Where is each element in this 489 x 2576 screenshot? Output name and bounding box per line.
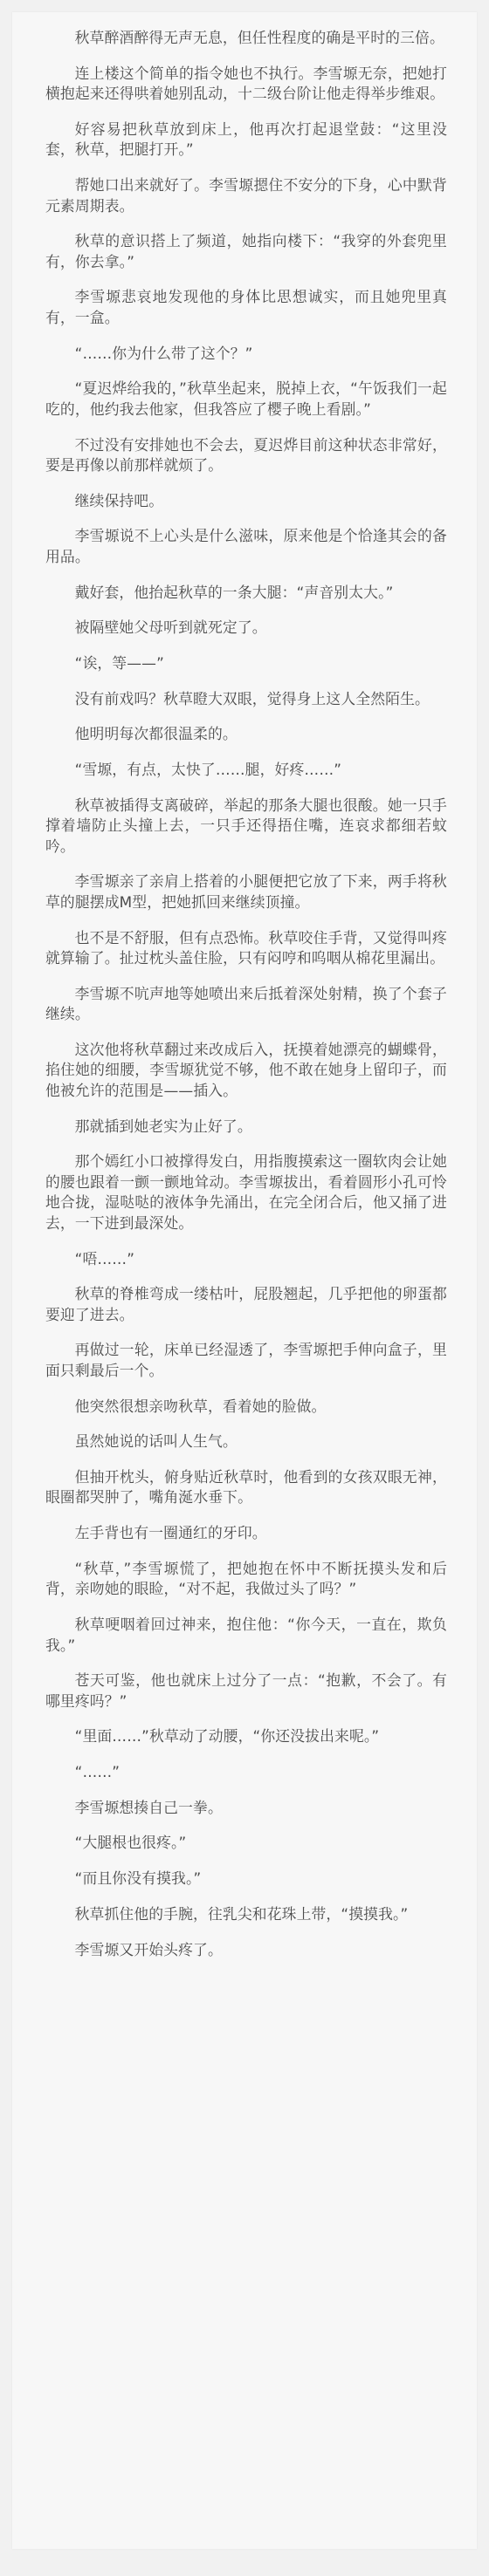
paragraph: 李雪塬悲哀地发现他的身体比思想诚实，而且她兜里真有，一盒。 <box>45 288 447 326</box>
paragraph: 那个嫣红小口被撑得发白，用指腹摸索这一圈软肉会让她的腰也跟着一颤一颤地耸动。李雪塬拔出，看着圆形小孔可怜地合拢，湿哒哒的液体争先涌出，在完全闭合后，他又捅了进去，一下进到最深处。 <box>45 1152 447 1232</box>
paragraph: 秋草哽咽着回过神来，抱住他：“你今天，一直在，欺负我。” <box>45 1616 447 1654</box>
paragraph: 戴好套，他抬起秋草的一条大腿：“声音别太大。” <box>74 583 394 601</box>
article-page <box>12 12 477 2549</box>
paragraph: 继续保持吧。 <box>74 491 164 509</box>
paragraph: 苍天可鉴，他也就床上过分了一点：“抱歉，不会了。有哪里疼吗？” <box>45 1671 447 1710</box>
paragraph: 秋草的脊椎弯成一缕枯叶，屁股翘起，几乎把他的卵蛋都要迎了进去。 <box>45 1285 447 1323</box>
paragraph: “诶，等——” <box>74 653 164 672</box>
paragraph: 也不是不舒服，但有点恐怖。秋草咬住手背，又觉得叫疼就算输了。扯过枕头盖住脸，只有闷哼和呜咽从棉花里漏出。 <box>45 928 447 967</box>
paragraph: 再做过一轮，床单已经湿透了，李雪塬把手伸向盒子，里面只剩最后一个。 <box>45 1341 447 1379</box>
paragraph: 李雪塬亲了亲肩上搭着的小腿便把它放了下来，两手将秋草的腿摆成M型，把她抓回来继续顶撞。 <box>45 872 447 911</box>
paragraph: “大腿根也很疼。” <box>74 1834 187 1852</box>
paragraph: 李雪塬说不上心头是什么滋味，原来他是个恰逢其会的备用品。 <box>45 527 447 565</box>
paragraph: 秋草抓住他的手腕，往乳尖和花珠上带，“摸摸我。” <box>74 1904 409 1923</box>
paragraph: “雪塬，有点，太快了……腿，好疼……” <box>74 761 342 778</box>
paragraph: 没有前戏吗？秋草瞪大双眼，觉得身上这人全然陌生。 <box>74 689 430 707</box>
paragraph: 秋草的意识搭上了频道，她指向楼下：“我穿的外套兜里有，你去拿。” <box>45 232 447 270</box>
paragraph: 李雪塬想揍自己一拳。 <box>74 1798 223 1816</box>
paragraph: 秋草被插得支离破碎，举起的那条大腿也很酸。她一只手撑着墙防止头撞上去，一只手还得捂住嘴，连哀求都细若蚊吟。 <box>45 796 447 855</box>
paragraph: 他明明每次都很温柔的。 <box>74 725 238 743</box>
paragraph: 秋草醉酒醉得无声无息，但任性程度的确是平时的三倍。 <box>74 29 444 46</box>
paragraph: 李雪塬不吭声地等她喷出来后抵着深处射精，换了个套子继续。 <box>45 984 447 1023</box>
paragraph: 帮她口出来就好了。李雪塬摁住不安分的下身，心中默背元素周期表。 <box>45 176 447 215</box>
paragraph: 左手背也有一圈通红的牙印。 <box>74 1524 267 1542</box>
paragraph: “秋草，”李雪塬慌了，把她抱在怀中不断抚摸头发和后背，亲吻她的眼睑，“对不起，我做过头了吗？” <box>45 1559 447 1598</box>
paragraph: 被隔壁她父母听到就死定了。 <box>74 618 267 637</box>
paragraph: 不过没有安排她也不会去，夏迟烨目前这种状态非常好，要是再像以前那样就烦了。 <box>45 435 447 474</box>
paragraph: “……你为什么带了这个？” <box>74 344 253 362</box>
paragraph: 他突然很想亲吻秋草，看着她的脸做。 <box>74 1397 327 1415</box>
paragraph: “而且你没有摸我。” <box>74 1869 202 1888</box>
paragraph: 那就插到她老实为止好了。 <box>74 1117 252 1135</box>
paragraph: 李雪塬又开始头疼了。 <box>74 1940 223 1958</box>
paragraph: “里面……”秋草动了动腰，“你还没拔出来呢。” <box>74 1727 380 1746</box>
paragraph: 虽然她说的话叫人生气。 <box>74 1432 238 1451</box>
paragraph: 好容易把秋草放到床上，他再次打起退堂鼓：“这里没套，秋草，把腿打开。” <box>45 120 447 159</box>
paragraph: “夏迟烨给我的，”秋草坐起来，脱掉上衣，“午饭我们一起吃的，他约我去他家，但我答应了樱子晚上看剧。” <box>45 379 447 418</box>
paragraph: “唔……” <box>74 1249 135 1268</box>
paragraph: 这次他将秋草翻过来改成后入，抚摸着她漂亮的蝴蝶骨，掐住她的细腰，李雪塬犹觉不够，他不敢在她身上留印子，而他被允许的范围是——插入。 <box>45 1040 447 1099</box>
paragraph: 连上楼这个简单的指令她也不执行。李雪塬无奈，把她打横抱起来还得哄着她别乱动，十二级台阶让他走得举步维艰。 <box>45 64 447 103</box>
paragraph: “……” <box>74 1763 121 1781</box>
paragraph: 但抽开枕头，俯身贴近秋草时，他看到的女孩双眼无神，眼圈都哭肿了，嘴角涎水垂下。 <box>45 1467 447 1507</box>
